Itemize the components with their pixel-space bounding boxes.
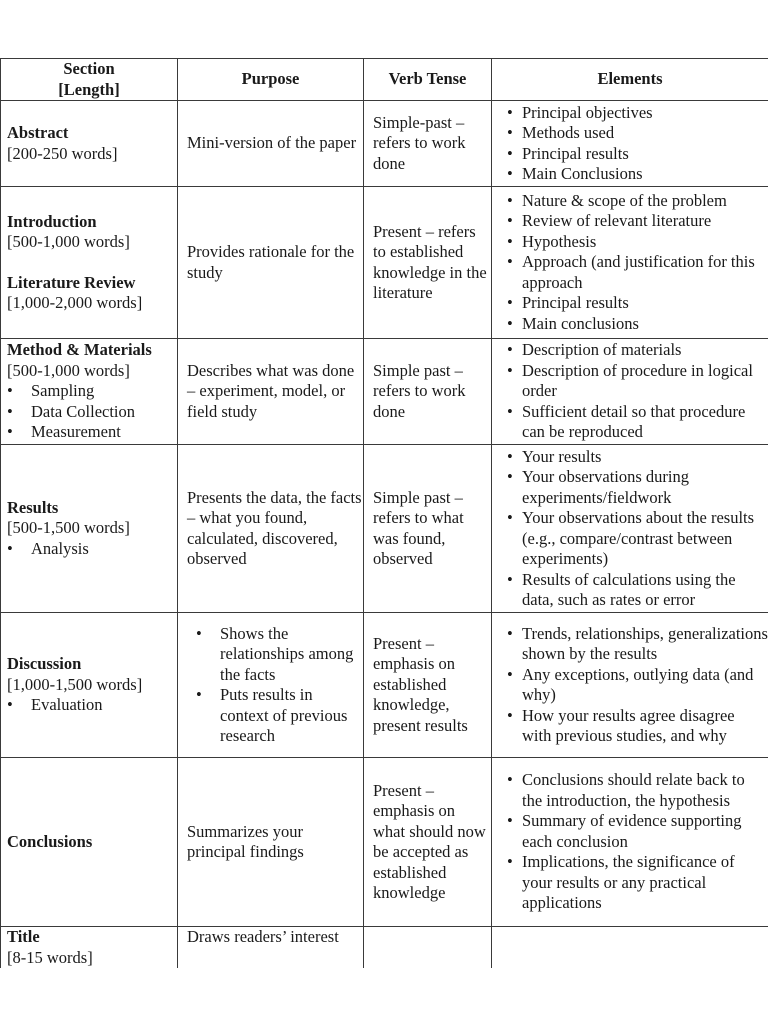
section-cell bbox=[1, 339, 178, 445]
list-item: • Main Conclusions bbox=[498, 164, 768, 185]
list-item: • Description of materials bbox=[498, 340, 768, 361]
tense-cell bbox=[364, 927, 492, 969]
header-section bbox=[1, 59, 178, 101]
list-item: • Hypothesis bbox=[498, 232, 768, 253]
list-item: • Review of relevant literature bbox=[498, 211, 768, 232]
list-item: • Trends, relationships, generalizations shown by the results bbox=[498, 624, 768, 665]
section-name: Conclusions bbox=[7, 831, 93, 851]
section-name: Introduction bbox=[7, 211, 97, 231]
section-length: [1,000-1,500 words] bbox=[7, 674, 143, 694]
list-item: • Main conclusions bbox=[498, 314, 768, 335]
list-item: • Shows the relationships among the facts bbox=[184, 624, 363, 686]
list-item: • Your observations about the results (e.g., compare/contrast between experiments) bbox=[498, 508, 768, 570]
purpose-cell: Summarizes your principal findings bbox=[178, 758, 364, 927]
tense-cell: Present – emphasis on what should now be accepted as established knowledge bbox=[364, 758, 492, 927]
elements-cell bbox=[492, 758, 768, 927]
list-item: • Analysis bbox=[7, 539, 177, 560]
table-row-title bbox=[1, 927, 768, 969]
list-item: • Principal results bbox=[498, 293, 768, 314]
section-name: Discussion bbox=[7, 654, 82, 674]
table-row-abstract bbox=[1, 101, 768, 187]
header-section-label: Section bbox=[63, 59, 115, 78]
paper-sections-table bbox=[0, 58, 768, 968]
section-length: [500-1,500 words] bbox=[7, 518, 130, 538]
elements-cell bbox=[492, 613, 768, 758]
tense-cell: Present – refers to established knowledge in the literature bbox=[364, 187, 492, 339]
elements-cell bbox=[492, 101, 768, 187]
list-item: • Summary of evidence supporting each conclusion bbox=[498, 811, 768, 852]
section-length: [500-1,000 words] bbox=[7, 232, 130, 251]
list-item: • Methods used bbox=[498, 123, 768, 144]
elements-cell bbox=[492, 927, 768, 969]
purpose-cell: Provides rationale for the study bbox=[178, 187, 364, 339]
list-item: • Sufficient detail so that procedure can be reproduced bbox=[498, 402, 768, 443]
section-length-literature: [1,000-2,000 words] bbox=[7, 293, 143, 312]
section-length: [200-250 words] bbox=[7, 143, 118, 163]
list-item: • Approach (and justification for this approach bbox=[498, 252, 768, 293]
section-cell bbox=[1, 101, 178, 187]
purpose-cell bbox=[178, 613, 364, 758]
list-item: • Any exceptions, outlying data (and why) bbox=[498, 665, 768, 706]
header-length-label: [Length] bbox=[58, 79, 120, 99]
list-item: • Nature & scope of the problem bbox=[498, 191, 768, 212]
section-name: Results bbox=[7, 497, 59, 517]
list-item: • Your observations during experiments/fieldwork bbox=[498, 467, 768, 508]
list-item: • Description of procedure in logical order bbox=[498, 361, 768, 402]
section-cell bbox=[1, 758, 178, 927]
list-item: • Principal results bbox=[498, 144, 768, 165]
tense-cell: Simple past – refers to work done bbox=[364, 339, 492, 445]
section-cell bbox=[1, 613, 178, 758]
table-row-introduction bbox=[1, 187, 768, 339]
list-item: • Implications, the significance of your results or any practical applications bbox=[498, 852, 768, 914]
list-item: • How your results agree disagree with previous studies, and why bbox=[498, 706, 768, 747]
purpose-cell: Presents the data, the facts – what you found, calculated, discovered, observed bbox=[178, 445, 364, 613]
purpose-cell: Mini-version of the paper bbox=[178, 101, 364, 187]
table-row-discussion bbox=[1, 613, 768, 758]
tense-cell: Present – emphasis on established knowledge, present results bbox=[364, 613, 492, 758]
list-item: • Your results bbox=[498, 447, 768, 468]
section-length: [500-1,000 words] bbox=[7, 360, 130, 380]
elements-cell bbox=[492, 445, 768, 613]
table-row-conclusions bbox=[1, 758, 768, 927]
list-item: • Data Collection bbox=[7, 402, 177, 423]
table-row-results bbox=[1, 445, 768, 613]
elements-cell bbox=[492, 187, 768, 339]
section-name-literature: Literature Review bbox=[7, 272, 136, 292]
header-verb-tense: Verb Tense bbox=[364, 59, 492, 101]
tense-cell: Simple past – refers to what was found, observed bbox=[364, 445, 492, 613]
list-item: • Puts results in context of previous research bbox=[184, 685, 363, 747]
elements-cell bbox=[492, 339, 768, 445]
purpose-cell: Describes what was done – experiment, model, or field study bbox=[178, 339, 364, 445]
list-item: • Principal objectives bbox=[498, 103, 768, 124]
tense-cell: Simple-past – refers to work done bbox=[364, 101, 492, 187]
section-cell bbox=[1, 927, 178, 969]
section-cell bbox=[1, 187, 178, 339]
header-elements: Elements bbox=[492, 59, 768, 101]
section-name: Method & Materials bbox=[7, 340, 152, 360]
list-item: • Sampling bbox=[7, 381, 177, 402]
list-item: • Measurement bbox=[7, 422, 177, 443]
list-item: • Conclusions should relate back to the introduction, the hypothesis bbox=[498, 770, 768, 811]
table-row-method bbox=[1, 339, 768, 445]
header-row bbox=[1, 59, 768, 101]
section-name: Abstract bbox=[7, 123, 69, 142]
section-name: Title bbox=[7, 927, 40, 946]
section-length: [8-15 words] bbox=[7, 947, 93, 967]
section-cell bbox=[1, 445, 178, 613]
purpose-cell: Draws readers’ interest bbox=[178, 927, 364, 969]
header-purpose: Purpose bbox=[178, 59, 364, 101]
list-item: • Results of calculations using the data, such as rates or error bbox=[498, 570, 768, 611]
list-item: • Evaluation bbox=[7, 695, 177, 716]
